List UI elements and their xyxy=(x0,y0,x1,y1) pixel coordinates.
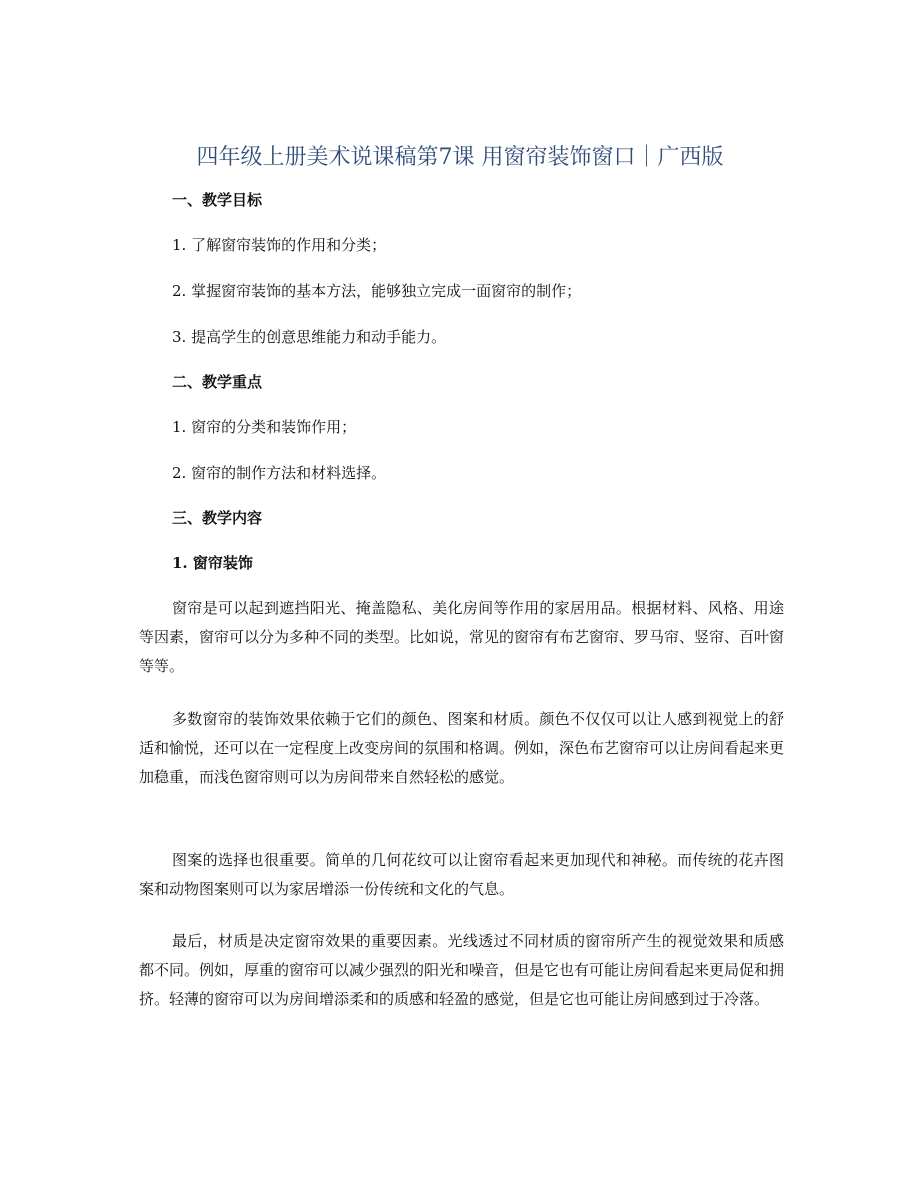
objective-item: 2. 掌握窗帘装饰的基本方法，能够独立完成一面窗帘的制作； xyxy=(172,282,582,300)
objective-item: 3. 提高学生的创意思维能力和动手能力。 xyxy=(172,328,447,346)
key-point-item: 1. 窗帘的分类和装饰作用； xyxy=(172,418,357,436)
content-paragraph: 最后，材质是决定窗帘效果的重要因素。光线透过不同材质的窗帘所产生的视觉效果和质感都不同。例如，厚重的窗帘可以减少强烈的阳光和噪音，但是它也有可能让房间看起来更局促和拥挤。轻薄的窗帘可以为房间增添柔和的质感和轻盈的感觉，但是它也可能让房间感到过于冷落。 xyxy=(139,932,785,1008)
document-title: 四年级上册美术说课稿第7课 用窗帘装饰窗口｜广西版 xyxy=(196,145,724,170)
section-heading-content: 三、教学内容 xyxy=(172,509,263,527)
content-paragraph: 窗帘是可以起到遮挡阳光、掩盖隐私、美化房间等作用的家居用品。根据材料、风格、用途等因素，窗帘可以分为多种不同的类型。比如说，常见的窗帘有布艺窗帘、罗马帘、竖帘、百叶窗等等。 xyxy=(139,599,785,675)
subsection-heading: 1. 窗帘装饰 xyxy=(172,554,253,572)
objective-item: 1. 了解窗帘装饰的作用和分类； xyxy=(172,236,387,254)
content-paragraph: 多数窗帘的装饰效果依赖于它们的颜色、图案和材质。颜色不仅仅可以让人感到视觉上的舒适和愉悦，还可以在一定程度上改变房间的氛围和格调。例如，深色布艺窗帘可以让房间看起来更加稳重，而浅色窗帘则可以为房间带来自然轻松的感觉。 xyxy=(139,710,785,786)
key-point-item: 2. 窗帘的制作方法和材料选择。 xyxy=(172,464,387,482)
content-paragraph: 图案的选择也很重要。简单的几何花纹可以让窗帘看起来更加现代和神秘。而传统的花卉图案和动物图案则可以为家居增添一份传统和文化的气息。 xyxy=(139,851,784,898)
section-heading-key-points: 二、教学重点 xyxy=(172,373,263,391)
section-heading-objectives: 一、教学目标 xyxy=(172,191,263,209)
